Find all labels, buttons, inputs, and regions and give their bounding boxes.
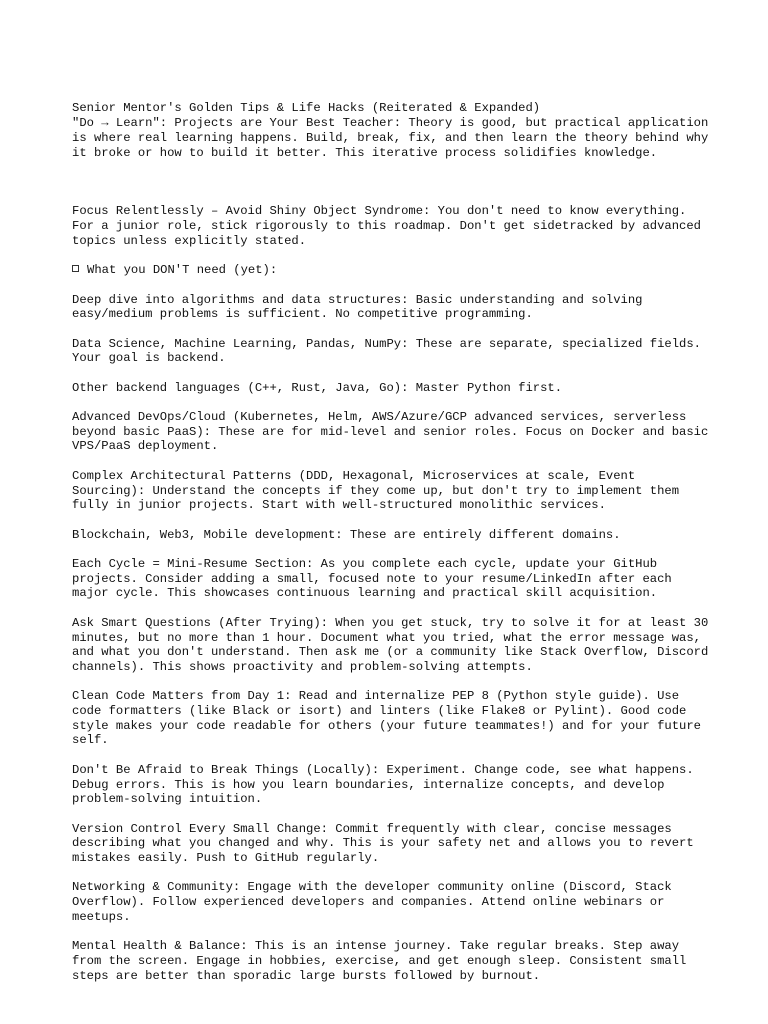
tip-paragraph: Each Cycle = Mini-Resume Section: As you complete each cycle, update your GitHub projects. Consider adding a small, focused note to your resume/LinkedIn after each major cycle. This showcases continuous learning and practical skill acquisition. [72, 557, 680, 601]
tip-paragraph: Don't Be Afraid to Break Things (Locally): Experiment. Change code, see what happens. Debug errors. This is how you learn boundaries, internalize concepts, and develop problem-solving intuition. [72, 762, 701, 807]
dont-need-item: Deep dive into algorithms and data structures: Basic understanding and solving easy/medium problems is sufficient. No competitive programming. [72, 292, 650, 322]
dont-need-item: Advanced DevOps/Cloud (Kubernetes, Helm, AWS/Azure/GCP advanced services, serverless beyond basic PaaS): These are for mid-level and senior roles. Focus on Docker and basic VPS/PaaS deployment. [72, 410, 716, 454]
document-page [72, 72, 716, 983]
dont-need-item: Other backend languages (C++, Rust, Java, Go): Master Python first. [72, 380, 563, 395]
tip-paragraph: Mental Health & Balance: This is an intense journey. Take regular breaks. Step away from the screen. Engage in hobbies, exercise, and get enough sleep. Consistent small steps are better than sporadic large bursts followed by burnout. [72, 939, 694, 983]
dont-need-item: Complex Architectural Patterns (DDD, Hexagonal, Microservices at scale, Event Sourcing): Understand the concepts if they come up, but don't try to implement them fully in junior projects. Start with well-structured monolithic services. [72, 468, 687, 513]
focus-paragraph: Focus Relentlessly – Avoid Shiny Object Syndrome: You don't need to know everything. For a junior role, stick rigorously to this roadmap. Don't get sidetracked by advanced topics unless explicitly stated. [72, 204, 709, 248]
tip-paragraph: Version Control Every Small Change: Commit frequently with clear, concise messages describing what you changed and why. This is your safety net and allows you to revert mistakes easily. Push to GitHub regularly. [72, 821, 701, 866]
dont-need-item: Data Science, Machine Learning, Pandas, NumPy: These are separate, specialized fields. Your goal is backend. [72, 336, 709, 366]
document-title: Senior Mentor's Golden Tips & Life Hacks (Reiterated & Expanded) [72, 101, 541, 116]
checkbox-bullet-icon [72, 265, 79, 272]
tip-paragraph: Ask Smart Questions (After Trying): When you get stuck, try to solve it for at least 30 minutes, but no more than 1 hour. Document what you tried, what the error message was, and what you don't understand. Then ask me (or a community like Stack Overflow, Discord channels). This shows proactivity and problem-solving attempts. [72, 615, 716, 674]
dont-need-heading: What you DON'T need (yet): [87, 263, 278, 278]
dont-need-heading-row [72, 263, 712, 278]
intro-paragraph: "Do → Learn": Projects are Your Best Teacher: Theory is good, but practical application is where real learning happens. Build, break, fix, and then learn the theory behind why it broke or how to build it better. This iterative process solidifies knowledge. [72, 116, 716, 160]
intro-block [72, 72, 716, 190]
tip-paragraph: Networking & Community: Engage with the developer community online (Discord, Stack Overflow). Follow experienced developers and companies. Attend online webinars or meetups. [72, 880, 680, 924]
dont-need-item: Blockchain, Web3, Mobile development: These are entirely different domains. [72, 527, 621, 542]
tip-paragraph: Clean Code Matters from Day 1: Read and internalize PEP 8 (Python style guide). Use code formatters (like Black or isort) and linters (like Flake8 or Pylint). Good code style makes your code readable for others (your future teammates!) and for your future self. [72, 689, 709, 748]
